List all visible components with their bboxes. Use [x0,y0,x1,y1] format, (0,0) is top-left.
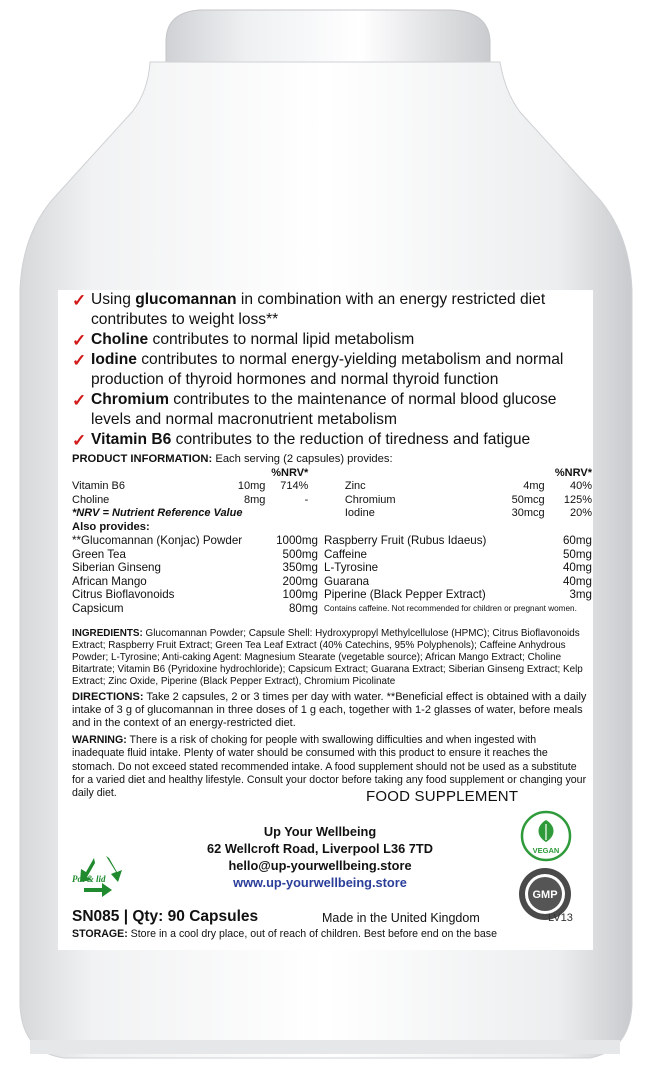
claim-glucomannan: ✓ Using glucomannan in combination with an energy restricted diet contributes to weight loss** [72,291,546,328]
table-row: Citrus Bioflavonoids 100mg Piperine (Black Pepper Extract) 3mg [72,588,592,601]
also-provides-heading: Also provides: [72,520,150,533]
ingredients-text: INGREDIENTS: Glucomannan Powder; Capsule Shell: Hydroxypropyl Methylcellulose (HPMC); Citrus Bioflavonoids Extract; Raspberry Fruit Extract; Green Tea Leaf Extract (40% Catechins, 95% Polyphenols); Caffeine Anhydrous Powder; L-Tyrosine; Anti-caking Agent: Magnesium Stearate (vegetable source); African Mango Extract; Choline Bitartrate; Vitamin B6 (Pyridoxine hydrochloride); Capsicum Extract; Guarana Extract; Siberian Ginseng Extract; Kelp Extract; Zinc Oxide, Piperine (Black Pepper Extract), Chromium Picolinate [72,628,583,688]
made-in-label: Made in the United Kingdom [322,911,480,925]
nrv-header: %NRV* [271,466,309,479]
table-row: **Glucomannan (Konjac) Powder 1000mg Raspberry Fruit (Rubus Idaeus) 60mg [72,534,592,547]
vegan-badge-icon [520,810,572,862]
nrv-header: %NRV* [554,466,592,479]
check-icon: ✓ [72,291,87,310]
table-row: African Mango 200mg Guarana 40mg [72,574,592,588]
product-code-qty: SN085 | Qty: 90 Capsules [72,908,259,925]
claim-choline: ✓ Choline contributes to normal lipid metabolism [72,331,415,350]
recycle-label: Pot & lid [72,874,106,884]
table-row: Vitamin B6 10mg 714% Zinc 4mg 40% [72,480,592,492]
check-icon: ✓ [72,431,87,450]
check-icon: ✓ [72,331,87,350]
claim-vitamin-b6: ✓ Vitamin B6 contributes to the reduction of tiredness and fatigue [72,431,531,450]
caffeine-note: Contains caffeine. Not recommended for children or pregnant women. [324,603,577,613]
product-information: PRODUCT INFORMATION: Each serving (2 capsules) provides: %NRV* %NRV* Vitamin B6 10mg 714% Zinc 4mg 40% Choline 8mg - Chromium 50mcg 125% *NRV = Nutrient Reference Value Iodine 30mcg 20% Also provides: **Glucomannan (Konjac) Powder 1000mg Raspberry Fruit (Rubus Idaeus) 60mg Green Tea 500mg Caffeine 50mg Siberian Ginseng 350mg L-Tyrosine 40mg African Mango 200mg Guarana 40mg Citrus Bioflavonoids 100mg Piperine (Black Pepper Extract) 3mg Capsicum 80mg Contains caffeine. Not recommended for children or pregnant women. [72,453,592,615]
batch-code: LV13 [548,912,573,924]
table-row: *NRV = Nutrient Reference Value Iodine 30mcg 20% [72,507,592,519]
check-icon: ✓ [72,391,87,410]
email-address: hello@up-yourwellbeing.store [228,858,412,873]
also-provides-table [72,534,592,615]
directions-text: DIRECTIONS: Take 2 capsules, 2 or 3 times per day with water. **Beneficial effect is obtained with a daily intake of 3 g of glucomannan in three doses of 1 g each, together with 1-2 glasses of water, before meals and in the context of an energy-restricted diet. [72,691,587,729]
food-supplement-label: FOOD SUPPLEMENT [366,788,519,805]
table-row: Choline 8mg - Chromium 50mcg 125% [72,493,592,506]
table-row: Siberian Ginseng 350mg L-Tyrosine 40mg [72,561,592,574]
health-claims [72,290,592,450]
claim-chromium: ✓ Chromium contributes to the maintenance of normal blood glucose levels and normal macronutrient metabolism [72,391,557,428]
company-name: Up Your Wellbeing [263,824,377,839]
storage-text: STORAGE: Store in a cool dry place, out of reach of children. Best before end on the base [72,928,497,940]
company-address [150,823,490,891]
nutrient-table [72,467,592,521]
warning-text: WARNING: There is a risk of choking for people with swallowing difficulties and when ingested with inadequate fluid intake. Plenty of water should be consumed with this product to ensure it reaches the stomach. Do not exceed stated recommended intake. A food supplement should not be used as a substitute for a varied diet and healthy lifestyle. Consult your doctor before taking any food supplement or changing your daily diet. [72,734,587,800]
product-info-heading: PRODUCT INFORMATION: [72,453,213,465]
svg-text:GMP: GMP [532,889,558,901]
table-row: Green Tea 500mg Caffeine 50mg [72,547,592,561]
nrv-note: *NRV = Nutrient Reference Value [72,507,243,519]
website-url: www.up-yourwellbeing.store [233,875,407,890]
check-icon: ✓ [72,351,87,370]
street-address: 62 Wellcroft Road, Liverpool L36 7TD [207,841,433,856]
svg-text:VEGAN: VEGAN [532,846,560,855]
claim-iodine: ✓ Iodine contributes to normal energy-yielding metabolism and normal production of thyroid hormones and normal thyroid function [72,351,564,388]
recycle-icon [72,852,132,902]
table-row: Capsicum 80mg Contains caffeine. Not recommended for children or pregnant women. [72,602,592,616]
